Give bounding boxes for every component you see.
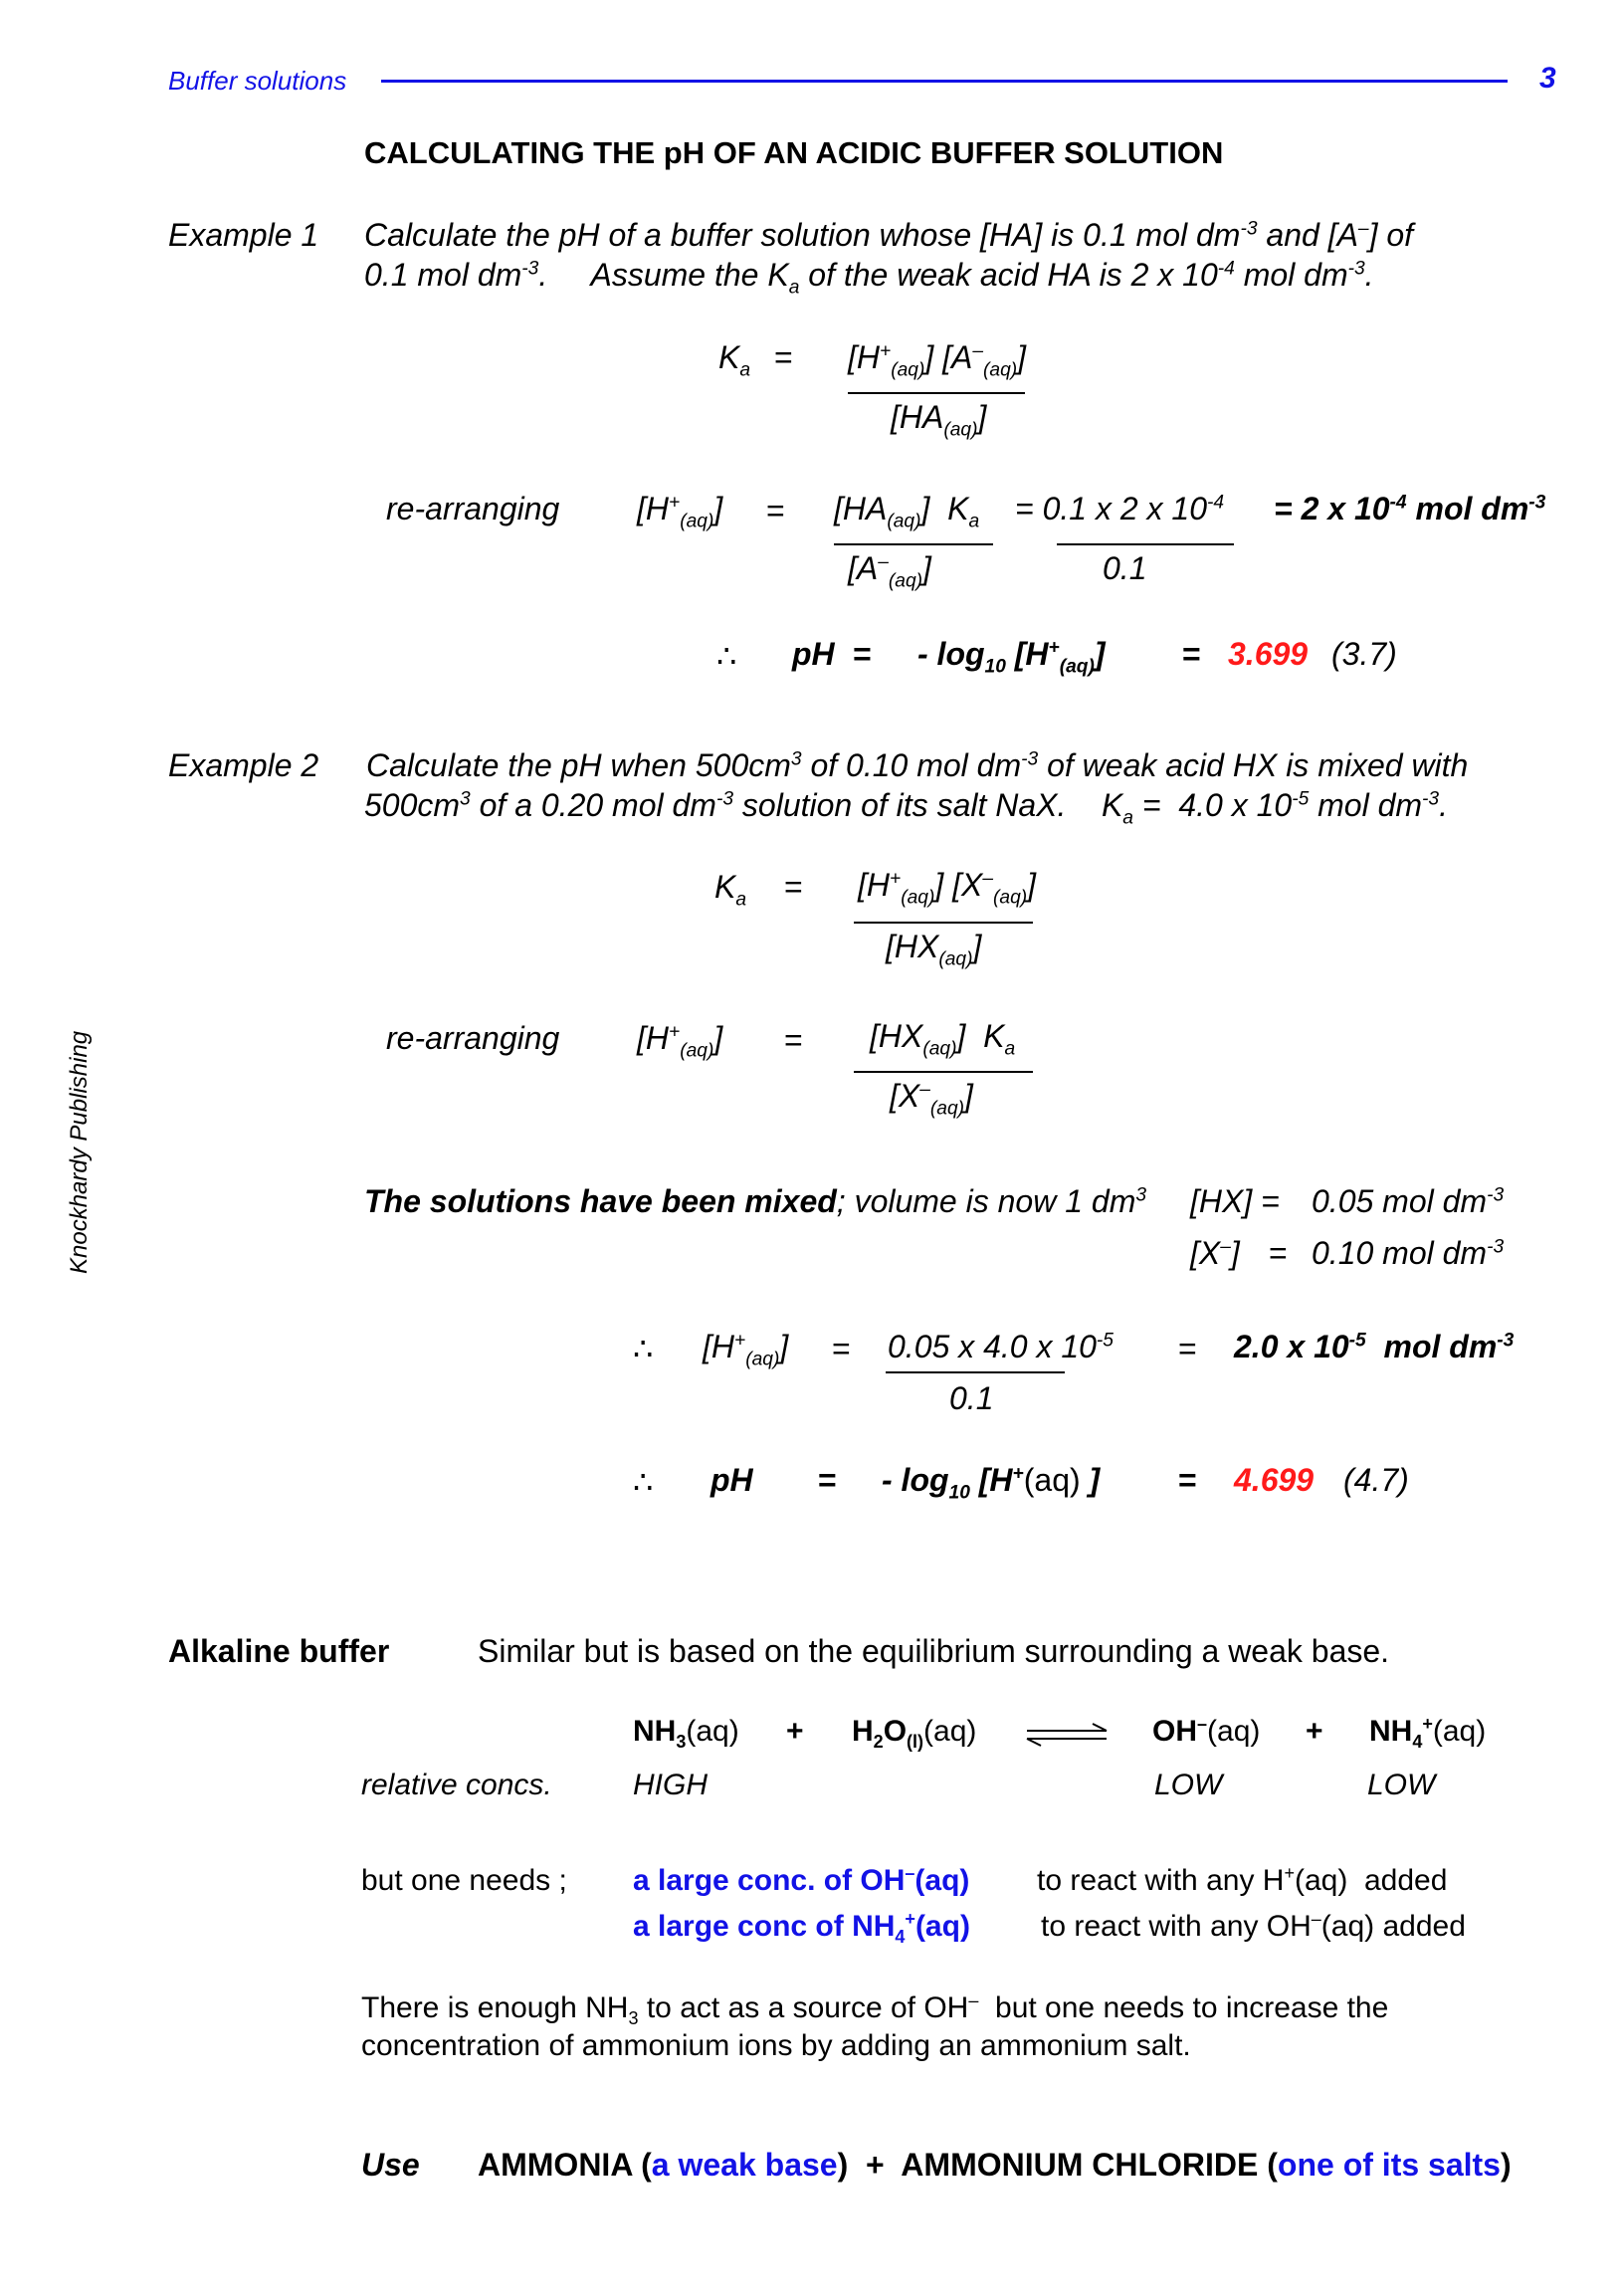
ex2-calc-eq: = xyxy=(832,1331,851,1366)
ex2-question-line1: Calculate the pH when $500cm^3$ of 0.10 mol $dm^{-3}$ of weak acid HX is mixed with xyxy=(366,747,1469,783)
paragraph-line2: concentration of ammonium ions by adding an ammonium salt. xyxy=(361,2029,1191,2062)
page-title: CALCULATING THE pH OF AN ACIDIC BUFFER SOLUTION xyxy=(364,135,1224,170)
eq-nh3: $NH_3(aq)$ xyxy=(633,1715,739,1752)
ex2-x-eq: = xyxy=(1269,1235,1288,1271)
eq-nh4: $NH_4^+(aq)$ xyxy=(1369,1714,1487,1752)
ex2-ka: $K_a$ xyxy=(714,869,747,911)
need-nh4: a large conc of $NH_4^+(aq)$ xyxy=(633,1909,970,1947)
ex2-label: Example 2 xyxy=(168,747,319,783)
ex2-ka-denominator: $[HX_{(aq)}]$ xyxy=(886,929,982,970)
ex2-rearr-denominator: $[X^-_{(aq)}]$ xyxy=(890,1078,973,1120)
ex2-mixed-statement: The solutions have been mixed; volume is now 1 $dm^3$ xyxy=(364,1183,1147,1219)
ex2-ph-eq2: = xyxy=(1178,1462,1197,1498)
ex1-label: Example 1 xyxy=(168,217,319,253)
ex2-ph-value: 4.699 xyxy=(1234,1462,1315,1498)
ex1-rearr-fraction-bar xyxy=(834,543,993,545)
need-oh: a large conc. of OH–(aq) xyxy=(633,1863,970,1897)
ex1-rearr-denominator: $[A^-_{(aq)}]$ xyxy=(848,550,931,592)
ex2-ka-numerator: $[H^+_{(aq)}]$ $[X^-_{(aq)}]$ xyxy=(858,867,1037,909)
page-number: 3 xyxy=(1539,62,1556,95)
ex2-x-label: [X–] xyxy=(1190,1235,1240,1271)
ex2-ka-fraction-bar xyxy=(854,922,1033,924)
paragraph-line1: There is enough $NH_3$ to act as a source of OH– but one needs to increase the xyxy=(361,1990,1389,2028)
eq-plus-2: + xyxy=(1306,1715,1323,1748)
ex1-calc-fraction-bar xyxy=(1057,543,1234,545)
relative-concs-label: relative concs. xyxy=(361,1769,552,1801)
header-section: Buffer solutions xyxy=(168,66,347,96)
ex1-log-expression: - $\log_{10} [H^+_{(aq)}]$ xyxy=(917,636,1106,678)
ex2-rearr-numerator: $[HX_{(aq)}]$ $K_a$ xyxy=(870,1018,1016,1060)
ex2-ph-rounded: (4.7) xyxy=(1343,1462,1409,1498)
ex1-ka: $K_a$ xyxy=(718,339,751,381)
ex2-ka-eq: = xyxy=(784,869,803,905)
ex1-therefore: ∴ xyxy=(716,638,737,674)
ex2-rearr-fraction-bar xyxy=(854,1071,1033,1073)
ex1-ka-fraction-bar xyxy=(848,392,1025,394)
ex2-h-conc: $[H^+_{(aq)}]$ xyxy=(637,1020,723,1062)
ex2-h-result: 2.0 x $10^{-5}$ mol $dm^{-3}$ xyxy=(1234,1329,1515,1364)
needs-label: but one needs ; xyxy=(361,1864,567,1897)
alkaline-description: Similar but is based on the equilibrium surrounding a weak base. xyxy=(478,1633,1390,1669)
ex1-ka-numerator: $[H^+_{(aq)}]$ $[A^-_{(aq)}]$ xyxy=(848,339,1027,381)
ex1-ph-label: pH = xyxy=(792,636,872,672)
ex2-calc-denominator: 0.1 xyxy=(949,1380,994,1416)
ex2-therefore-1: ∴ xyxy=(633,1331,654,1366)
eq-oh: OH–(aq) xyxy=(1152,1714,1261,1748)
ex2-result-eq: = xyxy=(1178,1331,1197,1366)
ex1-h-result: = 2 x $10^{-4}$ mol $dm^{-3}$ xyxy=(1274,491,1546,526)
ex2-x-value: 0.10 mol $dm^{-3}$ xyxy=(1312,1235,1505,1271)
ex1-ka-denominator: $[HA_{(aq)}]$ xyxy=(891,399,987,441)
ex1-calc-numerator: = 0.1 x 2 x $10^{-4}$ xyxy=(1015,491,1225,526)
ex2-ph-label: pH xyxy=(710,1462,753,1498)
ex2-log-expression: - $\log_{10} [H^+(aq)$ ] xyxy=(882,1462,1101,1504)
side-label: Knockhardy Publishing xyxy=(66,1030,93,1274)
ex1-ph-rounded: (3.7) xyxy=(1331,636,1397,672)
ex2-calc-fraction-bar xyxy=(886,1371,1065,1373)
ex1-calc-denominator: 0.1 xyxy=(1103,550,1147,586)
rel-high: HIGH xyxy=(633,1769,708,1801)
ex2-rearranging-label: re-arranging xyxy=(386,1020,560,1056)
ex2-h-conc-2: $[H^+_{(aq)}]$ xyxy=(703,1329,789,1370)
eq-h2o: $H_2O_{(l)}(aq)$ xyxy=(852,1715,977,1752)
ex2-hx-label: [HX] = xyxy=(1190,1183,1280,1219)
ex1-question-line1: Calculate the pH of a buffer solution whose [HA] is 0.1 mol $dm^{-3}$ and [A–] of xyxy=(364,217,1414,253)
ex1-rearranging-label: re-arranging xyxy=(386,491,560,526)
rel-low-nh4: LOW xyxy=(1367,1769,1436,1801)
need-nh4-reason: to react with any OH–(aq) added xyxy=(1041,1909,1466,1943)
ex1-question-line2: 0.1 mol $dm^{-3}$. Assume the $K_a$ of the weak acid HA is 2 x $10^{-4}$ mol $dm^{-3}$. xyxy=(364,257,1374,299)
ex2-therefore-2: ∴ xyxy=(633,1464,654,1500)
ex1-rearr-numerator: $[HA_{(aq)}]$ $K_a$ xyxy=(834,491,980,532)
header-rule xyxy=(381,80,1508,83)
need-oh-reason: to react with any H+(aq) added xyxy=(1037,1863,1448,1897)
alkaline-label: Alkaline buffer xyxy=(168,1633,390,1669)
ex2-ph-eq: = xyxy=(818,1462,837,1498)
use-label: Use xyxy=(361,2147,420,2183)
ex2-hx-value: 0.05 mol $dm^{-3}$ xyxy=(1312,1183,1505,1219)
equilibrium-arrow-icon xyxy=(1025,1722,1109,1748)
ex1-h-conc: $[H^+_{(aq)}]$ xyxy=(637,491,723,532)
ex2-rearr-eq: = xyxy=(784,1022,803,1058)
ex1-ka-eq: = xyxy=(774,339,793,375)
ex1-ph-value: 3.699 xyxy=(1228,636,1309,672)
ex2-calc-numerator: 0.05 x 4.0 x $10^{-5}$ xyxy=(888,1329,1114,1364)
ex2-question-line2: $500cm^3$ of a 0.20 mol $dm^{-3}$ solution of its salt NaX. $K_a = 4.0$ x $10^{-5}$ mol $dm^{-3}$. xyxy=(364,787,1448,829)
rel-low-oh: LOW xyxy=(1154,1769,1223,1801)
eq-plus-1: + xyxy=(786,1715,804,1748)
use-statement: AMMONIA (a weak base) + AMMONIUM CHLORIDE (one of its salts) xyxy=(478,2147,1512,2183)
ex1-rearr-eq: = xyxy=(766,493,785,528)
ex1-ph-eq: = xyxy=(1182,636,1201,672)
